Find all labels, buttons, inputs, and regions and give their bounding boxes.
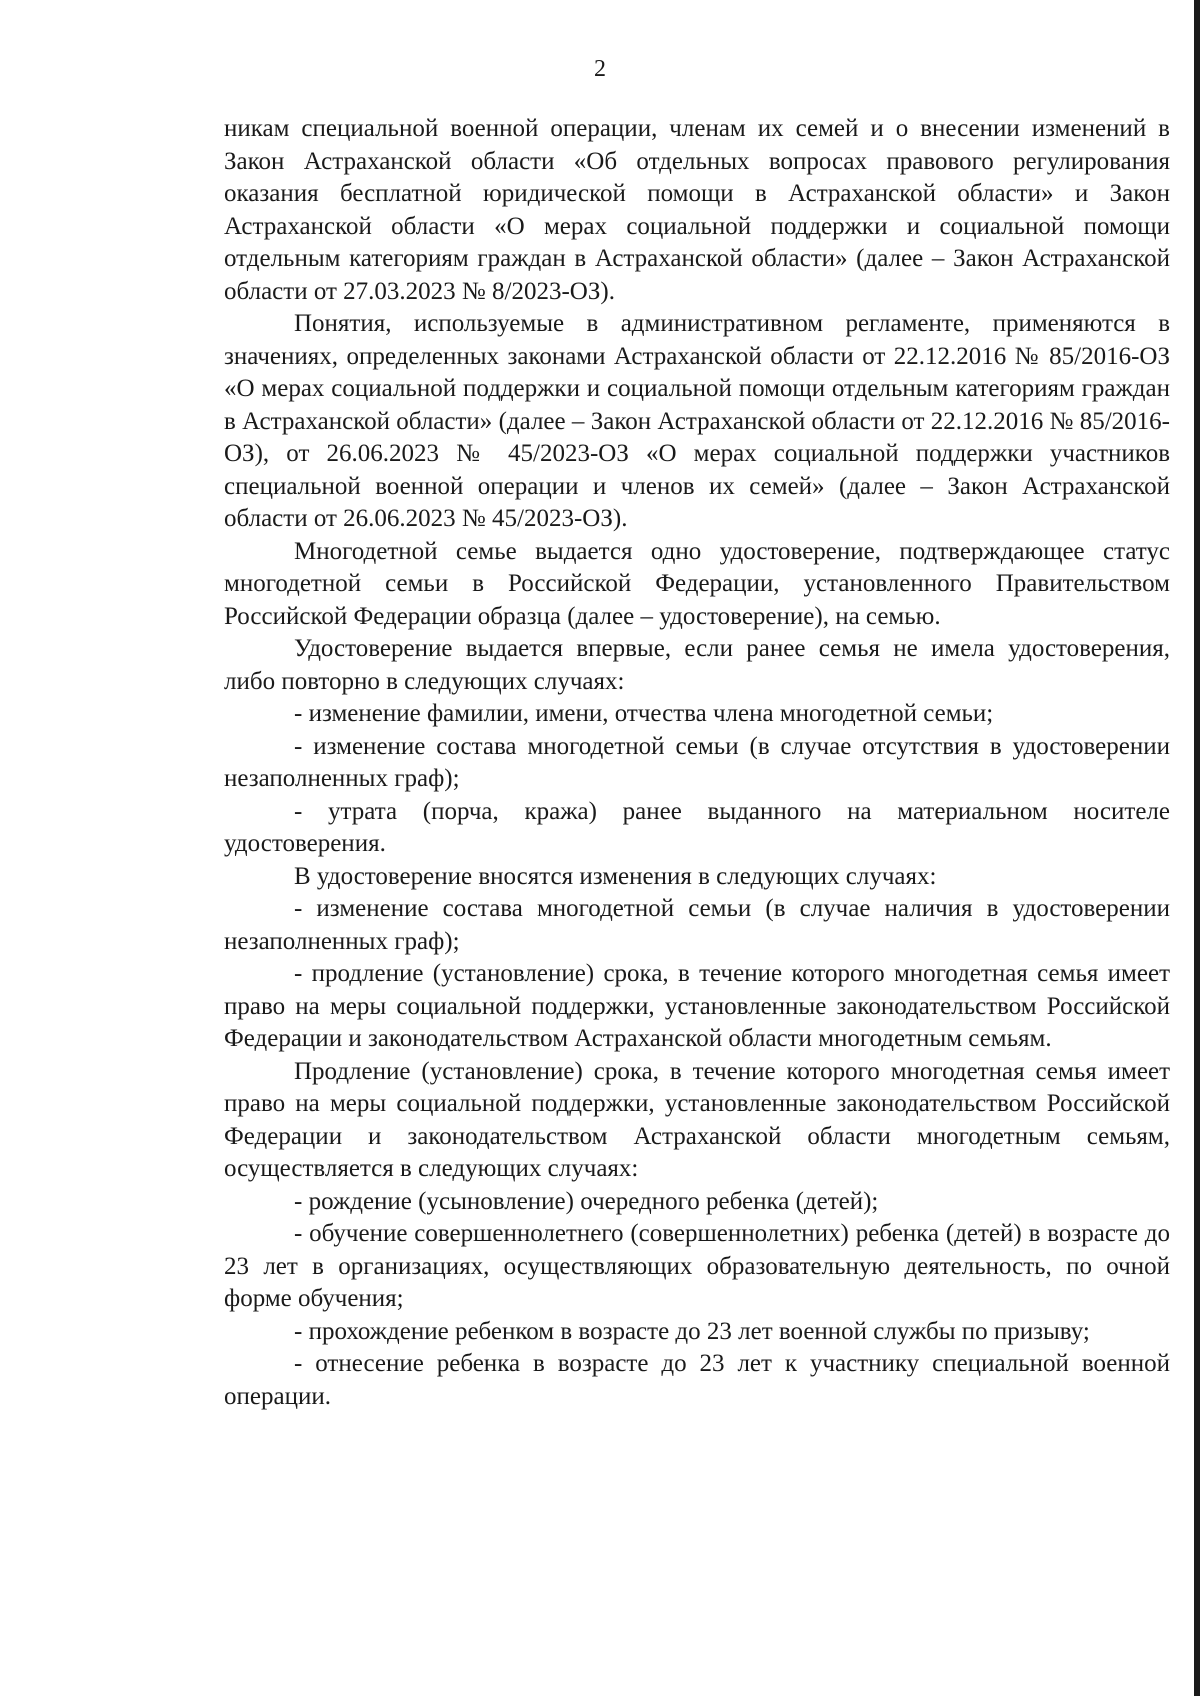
- list-item: - отнесение ребенка в возрасте до 23 лет к участнику специальной военной операции.: [224, 1350, 1170, 1410]
- list-item: - обучение совершеннолетнего (совершеннолетних) ребенка (детей) в возрасте до 23 лет в организациях, осуществляющих образовательную деятельность, по очной форме обучения;: [224, 1220, 1170, 1312]
- list-item: - изменение состава многодетной семьи (в случае отсутствия в удостоверении незаполненных граф);: [224, 732, 1170, 792]
- list-item: - прохождение ребенком в возрасте до 23 лет военной службы по призыву;: [294, 1317, 1090, 1345]
- paragraph-certificate-issue: Многодетной семье выдается одно удостоверение, подтверждающее статус многодетной семьи в Российской Федерации, установленного Правительством Российской Федерации образца (далее – удостоверение), на семью.: [224, 537, 1170, 630]
- list-item: - рождение (усыновление) очередного ребенка (детей);: [294, 1187, 879, 1215]
- paragraph-definitions: Понятия, используемые в административном регламенте, применяются в значениях, определенных законами Астраханской области от 22.12.2016 № 85/2016-ОЗ «О мерах социальной поддержки и социальной помощи отдельным категориям граждан в Астраханской области» (далее – Закон Астраханской области от 22.12.2016 № 85/2016-ОЗ), от 26.06.2023 № 45/2023-ОЗ «О мерах социальной поддержки участников специальной военной операции и членов их семей» (далее – Закон Астраханской области от 26.06.2023 № 45/2023-ОЗ).: [224, 310, 1170, 532]
- paragraph-continuation: никам специальной военной операции, членам их семей и о внесении изменений в Закон Астраханской области «Об отдельных вопросах правового регулирования оказания бесплатной юридической помощи в Астраханской области» и Закон Астраханской области «О мерах социальной поддержки и социальной помощи отдельным категориям граждан в Астраханской области» (далее – Закон Астраханской области от 27.03.2023 № 8/2023-ОЗ).: [224, 115, 1170, 305]
- list-item: - продление (установление) срока, в течение которого многодетная семья имеет право на меры социальной поддержки, установленные законодательством Российской Федерации и законодательством Астраханской области многодетным семьям.: [224, 960, 1170, 1052]
- paragraph-amendment-cases: В удостоверение вносятся изменения в следующих случаях:: [294, 862, 937, 890]
- scan-edge: [1194, 0, 1200, 1696]
- list-item: - утрата (порча, кража) ранее выданного на материальном носителе удостоверения.: [224, 797, 1170, 857]
- paragraph-extension-cases: Продление (установление) срока, в течение которого многодетная семья имеет право на меры социальной поддержки, установленные законодательством Российской Федерации и законодательством Астраханской области многодетным семьям, осуществляется в следующих случаях:: [224, 1057, 1170, 1182]
- paragraph-reissue-cases: Удостоверение выдается впервые, если ранее семья не имела удостоверения, либо повторно в следующих случаях:: [224, 635, 1170, 695]
- list-item: - изменение фамилии, имени, отчества члена многодетной семьи;: [294, 700, 994, 727]
- list-item: - изменение состава многодетной семьи (в случае наличия в удостоверении незаполненных граф);: [224, 895, 1170, 955]
- page-number: 2: [594, 56, 606, 82]
- document-body: [224, 113, 1170, 1413]
